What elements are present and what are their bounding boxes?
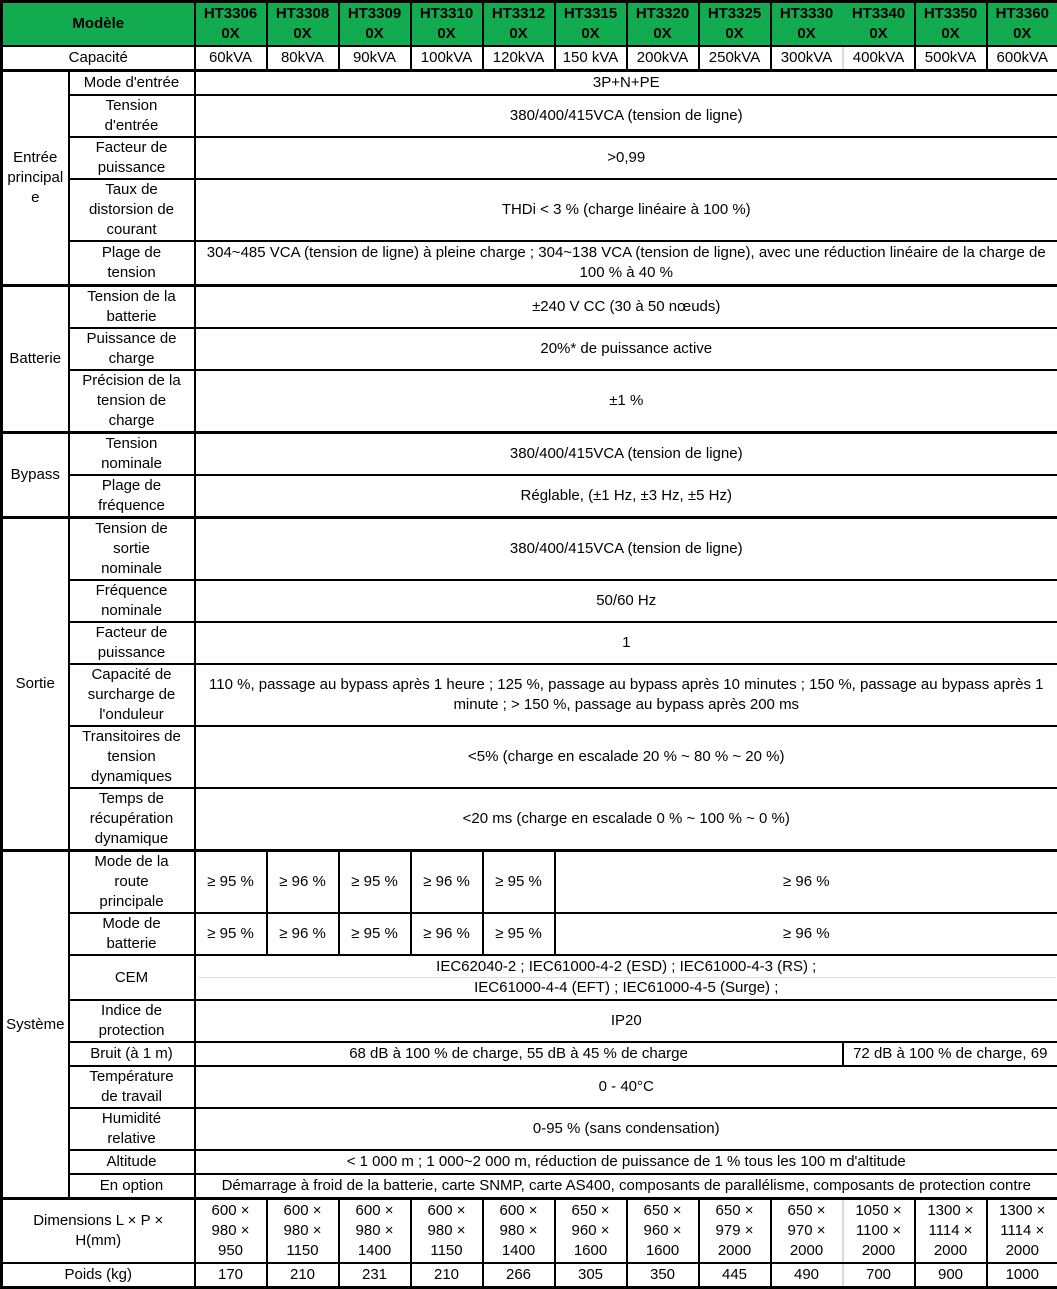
spec-value: 1 (195, 622, 1057, 664)
spec-value-cell: ≥ 95 % (195, 913, 267, 955)
spec-value-cell: ≥ 96 % (267, 851, 339, 914)
capacity-label: Capacité (2, 46, 195, 71)
model-header-cell: HT3325 0X (699, 2, 771, 47)
spec-label: Mode de la route principale (69, 851, 195, 914)
spec-value: ±240 V CC (30 à 50 nœuds) (195, 286, 1057, 329)
spec-label: Mode d'entrée (69, 71, 195, 96)
capacity-cell: 600kVA (987, 46, 1057, 71)
dimension-cell: 1050 × 1100 × 2000 (843, 1199, 915, 1264)
spec-table-body (2, 2, 1057, 1288)
capacity-cell: 500kVA (915, 46, 987, 71)
spec-value: Démarrage à froid de la batterie, carte SNMP, carte AS400, composants de parallélisme, composants de protection contre (195, 1174, 1057, 1199)
weight-cell: 210 (411, 1263, 483, 1288)
cem-line: IEC62040-2 ; IEC61000-4-2 (ESD) ; IEC61000-4-3 (RS) ; (198, 957, 1056, 977)
spec-label: Taux de distorsion de courant (69, 179, 195, 241)
spec-label: Indice de protection (69, 1000, 195, 1042)
cem-line: IEC61000-4-4 (EFT) ; IEC61000-4-5 (Surge) ; (198, 977, 1056, 998)
capacity-cell: 120kVA (483, 46, 555, 71)
spec-label: Température de travail (69, 1066, 195, 1108)
spec-label: Tension d'entrée (69, 95, 195, 137)
model-header-cell: HT3350 0X (915, 2, 987, 47)
spec-label: Tension de sortie nominale (69, 518, 195, 581)
weight-cell: 210 (267, 1263, 339, 1288)
spec-value: 380/400/415VCA (tension de ligne) (195, 95, 1057, 137)
dimension-cell: 1300 × 1114 × 2000 (915, 1199, 987, 1264)
spec-value: <20 ms (charge en escalade 0 % ~ 100 % ~ 0 %) (195, 788, 1057, 851)
spec-value-cell: ≥ 95 % (195, 851, 267, 914)
model-header-cell: HT3320 0X (627, 2, 699, 47)
dimension-cell: 600 × 980 × 950 (195, 1199, 267, 1264)
capacity-cell: 250kVA (699, 46, 771, 71)
model-header-label: Modèle (2, 2, 195, 47)
spec-value: < 1 000 m ; 1 000~2 000 m, réduction de puissance de 1 % tous les 100 m d'altitude (195, 1150, 1057, 1174)
spec-value: <5% (charge en escalade 20 % ~ 80 % ~ 20 %) (195, 726, 1057, 788)
dimension-cell: 650 × 960 × 1600 (627, 1199, 699, 1264)
section-label: Entrée principale (2, 71, 69, 286)
spec-label: Facteur de puissance (69, 622, 195, 664)
capacity-cell: 90kVA (339, 46, 411, 71)
spec-label: Puissance de charge (69, 328, 195, 370)
weight-cell: 490 (771, 1263, 843, 1288)
spec-label: Plage de tension (69, 241, 195, 286)
spec-value-cell: ≥ 96 % (555, 913, 1057, 955)
section-label: Bypass (2, 433, 69, 518)
dimension-cell: 1300 × 1114 × 2000 (987, 1199, 1057, 1264)
spec-value-cell: ≥ 96 % (267, 913, 339, 955)
weight-cell: 231 (339, 1263, 411, 1288)
dimension-cell: 650 × 979 × 2000 (699, 1199, 771, 1264)
spec-label: Transitoires de tension dynamiques (69, 726, 195, 788)
dimensions-label: Dimensions L × P × H(mm) (2, 1199, 195, 1264)
spec-label: CEM (69, 955, 195, 1000)
model-header-cell: HT3340 0X (843, 2, 915, 47)
weight-label: Poids (kg) (2, 1263, 195, 1288)
model-header-cell: HT3312 0X (483, 2, 555, 47)
weight-cell: 170 (195, 1263, 267, 1288)
spec-value: 0-95 % (sans condensation) (195, 1108, 1057, 1150)
section-label: Système (2, 851, 69, 1199)
spec-label: Précision de la tension de charge (69, 370, 195, 433)
section-label: Sortie (2, 518, 69, 851)
model-header-cell: HT3306 0X (195, 2, 267, 47)
spec-label: Temps de récupération dynamique (69, 788, 195, 851)
section-label: Batterie (2, 286, 69, 433)
model-header-cell: HT3330 0X (771, 2, 843, 47)
model-header-cell: HT3310 0X (411, 2, 483, 47)
spec-value: 3P+N+PE (195, 71, 1057, 96)
spec-label: Altitude (69, 1150, 195, 1174)
capacity-cell: 100kVA (411, 46, 483, 71)
spec-value-cell: ≥ 96 % (555, 851, 1057, 914)
spec-value-cell: 68 dB à 100 % de charge, 55 dB à 45 % de charge (195, 1042, 843, 1066)
dimension-cell: 600 × 980 × 1150 (267, 1199, 339, 1264)
dimension-cell: 600 × 980 × 1400 (483, 1199, 555, 1264)
weight-cell: 266 (483, 1263, 555, 1288)
dimension-cell: 650 × 960 × 1600 (555, 1199, 627, 1264)
spec-label: Humidité relative (69, 1108, 195, 1150)
spec-value: 50/60 Hz (195, 580, 1057, 622)
spec-value: 380/400/415VCA (tension de ligne) (195, 518, 1057, 581)
spec-label: Capacité de surcharge de l'onduleur (69, 664, 195, 726)
model-header-cell: HT3315 0X (555, 2, 627, 47)
weight-cell: 305 (555, 1263, 627, 1288)
capacity-cell: 80kVA (267, 46, 339, 71)
weight-cell: 900 (915, 1263, 987, 1288)
spec-label: Facteur de puissance (69, 137, 195, 179)
weight-cell: 700 (843, 1263, 915, 1288)
weight-cell: 445 (699, 1263, 771, 1288)
weight-cell: 350 (627, 1263, 699, 1288)
spec-value-cell: ≥ 96 % (411, 851, 483, 914)
spec-value: THDi < 3 % (charge linéaire à 100 %) (195, 179, 1057, 241)
model-header-cell: HT3309 0X (339, 2, 411, 47)
model-header-cell: HT3360 0X (987, 2, 1057, 47)
spec-value: IP20 (195, 1000, 1057, 1042)
spec-value-cell: ≥ 95 % (483, 913, 555, 955)
spec-value: 20%* de puissance active (195, 328, 1057, 370)
spec-value: >0,99 (195, 137, 1057, 179)
spec-label: Tension nominale (69, 433, 195, 476)
spec-value: ±1 % (195, 370, 1057, 433)
dimension-cell: 600 × 980 × 1400 (339, 1199, 411, 1264)
spec-label: Fréquence nominale (69, 580, 195, 622)
weight-cell: 1000 (987, 1263, 1057, 1288)
spec-value-cell: ≥ 95 % (339, 851, 411, 914)
spec-label: Plage de fréquence (69, 475, 195, 518)
spec-value: 110 %, passage au bypass après 1 heure ; 125 %, passage au bypass après 10 minutes ; 150 %, passage au bypass après 1 minute ; > 150 %, passage au bypass après 200 ms (195, 664, 1057, 726)
spec-value-cell: ≥ 95 % (339, 913, 411, 955)
capacity-cell: 400kVA (843, 46, 915, 71)
spec-value: Réglable, (±1 Hz, ±3 Hz, ±5 Hz) (195, 475, 1057, 518)
capacity-cell: 150 kVA (555, 46, 627, 71)
capacity-cell: 60kVA (195, 46, 267, 71)
dimension-cell: 650 × 970 × 2000 (771, 1199, 843, 1264)
spec-value: 0 - 40°C (195, 1066, 1057, 1108)
capacity-cell: 300kVA (771, 46, 843, 71)
spec-value: 304~485 VCA (tension de ligne) à pleine charge ; 304~138 VCA (tension de ligne), avec une réduction linéaire de la charge de 100 % à 40 % (195, 241, 1057, 286)
spec-label: Tension de la batterie (69, 286, 195, 329)
spec-value-cell: ≥ 96 % (411, 913, 483, 955)
spec-value (195, 955, 1057, 1000)
spec-value-cell: ≥ 95 % (483, 851, 555, 914)
spec-label: Bruit (à 1 m) (69, 1042, 195, 1066)
spec-label: En option (69, 1174, 195, 1199)
capacity-cell: 200kVA (627, 46, 699, 71)
dimension-cell: 600 × 980 × 1150 (411, 1199, 483, 1264)
spec-label: Mode de batterie (69, 913, 195, 955)
spec-value-cell: 72 dB à 100 % de charge, 69 (843, 1042, 1057, 1066)
model-header-cell: HT3308 0X (267, 2, 339, 47)
spec-value: 380/400/415VCA (tension de ligne) (195, 433, 1057, 476)
